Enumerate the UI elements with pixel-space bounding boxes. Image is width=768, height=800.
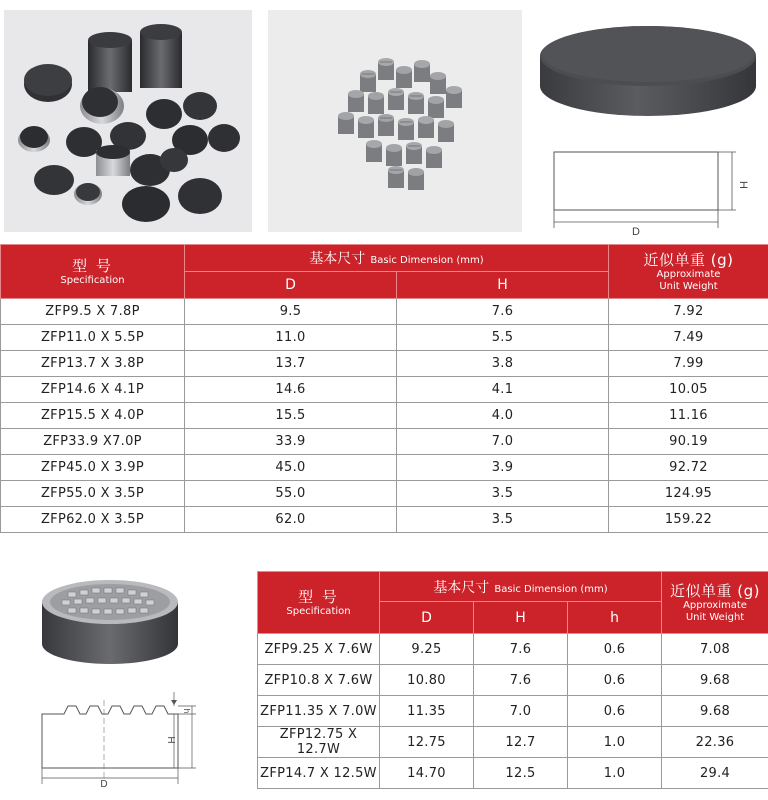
header-weight-en2: Unit Weight bbox=[659, 280, 718, 292]
header-spec-en: Specification bbox=[60, 274, 125, 286]
header-weight-cn: 近似单重 (g) bbox=[643, 250, 734, 269]
grid-cutter-drawing bbox=[28, 568, 224, 790]
header-spec-cn: 型 号 bbox=[72, 256, 113, 275]
cell-h: 7.6 bbox=[474, 665, 568, 696]
small-cutters-illustration bbox=[268, 10, 522, 232]
specification-table-flat bbox=[0, 244, 768, 533]
cell-spec: ZFP13.7 X 3.8P bbox=[1, 351, 185, 377]
cell-h: 12.7 bbox=[474, 727, 568, 758]
header-weight-en1: Approximate bbox=[656, 268, 721, 280]
cell-spec: ZFP9.5 X 7.8P bbox=[1, 299, 185, 325]
cell-d: 45.0 bbox=[185, 455, 397, 481]
cell-sh: 0.6 bbox=[568, 634, 662, 665]
cell-h: 7.0 bbox=[397, 429, 609, 455]
cell-sh: 0.6 bbox=[568, 696, 662, 727]
cell-h: 3.8 bbox=[397, 351, 609, 377]
table-row bbox=[1, 325, 768, 351]
cell-h: 12.5 bbox=[474, 758, 568, 789]
cell-d: 33.9 bbox=[185, 429, 397, 455]
cell-spec: ZFP11.0 X 5.5P bbox=[1, 325, 185, 351]
header-specification bbox=[258, 572, 380, 634]
table-row bbox=[258, 727, 768, 758]
header-dim-en: Basic Dimension (mm) bbox=[370, 255, 484, 266]
cell-d: 11.0 bbox=[185, 325, 397, 351]
cell-h: 4.0 bbox=[397, 403, 609, 429]
cell-sh: 1.0 bbox=[568, 727, 662, 758]
cell-d: 13.7 bbox=[185, 351, 397, 377]
cell-spec: ZFP10.8 X 7.6W bbox=[258, 665, 380, 696]
cell-d: 11.35 bbox=[380, 696, 474, 727]
cell-w: 92.72 bbox=[609, 455, 768, 481]
table-row bbox=[1, 429, 768, 455]
grid-cutter-figure bbox=[28, 568, 224, 790]
cell-h: 7.0 bbox=[474, 696, 568, 727]
cell-w: 9.68 bbox=[662, 696, 768, 727]
header-unit-weight bbox=[609, 245, 768, 299]
cell-d: 9.25 bbox=[380, 634, 474, 665]
cell-h: 3.9 bbox=[397, 455, 609, 481]
cell-h: 4.1 bbox=[397, 377, 609, 403]
table-row bbox=[1, 507, 768, 533]
cell-spec: ZFP15.5 X 4.0P bbox=[1, 403, 185, 429]
cell-h: 3.5 bbox=[397, 481, 609, 507]
header-specification bbox=[1, 245, 185, 299]
cell-spec: ZFP45.0 X 3.9P bbox=[1, 455, 185, 481]
cell-spec: ZFP14.7 X 12.5W bbox=[258, 758, 380, 789]
table-row bbox=[1, 377, 768, 403]
header-spec-cn: 型 号 bbox=[298, 587, 339, 606]
table-row bbox=[258, 634, 768, 665]
product-photo-assorted-cutters bbox=[4, 10, 252, 232]
table-row bbox=[258, 758, 768, 789]
header-weight-en2: Unit Weight bbox=[685, 611, 745, 623]
header-dim-en: Basic Dimension (mm) bbox=[494, 583, 608, 595]
header-dim-cn: 基本尺寸 bbox=[433, 579, 490, 596]
cell-w: 159.22 bbox=[609, 507, 768, 533]
dimension-d-label: D bbox=[100, 779, 108, 790]
cell-spec: ZFP55.0 X 3.5P bbox=[1, 481, 185, 507]
header-weight-en1: Approximate bbox=[683, 599, 747, 611]
cell-d: 14.70 bbox=[380, 758, 474, 789]
header-basic-dimension bbox=[380, 572, 662, 602]
cell-w: 124.95 bbox=[609, 481, 768, 507]
assorted-cutters-illustration bbox=[4, 10, 252, 232]
cell-w: 7.08 bbox=[662, 634, 768, 665]
cell-w: 7.99 bbox=[609, 351, 768, 377]
cell-d: 10.80 bbox=[380, 665, 474, 696]
specification-table-grid bbox=[257, 571, 768, 789]
cell-d: 55.0 bbox=[185, 481, 397, 507]
cell-w: 22.36 bbox=[662, 727, 768, 758]
cell-w: 7.92 bbox=[609, 299, 768, 325]
header-col-h: H bbox=[397, 272, 609, 299]
header-dim-cn: 基本尺寸 bbox=[309, 251, 366, 267]
cell-d: 62.0 bbox=[185, 507, 397, 533]
cell-sh: 1.0 bbox=[568, 758, 662, 789]
header-col-h: H bbox=[474, 602, 568, 634]
table-row bbox=[1, 481, 768, 507]
cell-spec: ZFP14.6 X 4.1P bbox=[1, 377, 185, 403]
header-spec-en: Specification bbox=[286, 605, 351, 617]
table-row bbox=[258, 696, 768, 727]
cell-d: 12.75 bbox=[380, 727, 474, 758]
table-row bbox=[1, 351, 768, 377]
product-photo-small-cutters bbox=[268, 10, 522, 232]
cell-sh: 0.6 bbox=[568, 665, 662, 696]
cell-h: 7.6 bbox=[474, 634, 568, 665]
table-row bbox=[258, 665, 768, 696]
cell-spec: ZFP11.35 X 7.0W bbox=[258, 696, 380, 727]
dimension-h-label: H bbox=[165, 736, 176, 744]
dimension-small-h-label: h bbox=[182, 708, 191, 714]
cell-spec: ZFP62.0 X 3.5P bbox=[1, 507, 185, 533]
cell-h: 7.6 bbox=[397, 299, 609, 325]
cell-spec: ZFP9.25 X 7.6W bbox=[258, 634, 380, 665]
header-col-small-h: h bbox=[568, 602, 662, 634]
header-col-d: D bbox=[185, 272, 397, 299]
cell-d: 15.5 bbox=[185, 403, 397, 429]
header-weight-cn: 近似单重 (g) bbox=[670, 581, 761, 600]
cell-spec: ZFP33.9 X7.0P bbox=[1, 429, 185, 455]
table-row bbox=[1, 299, 768, 325]
cell-d: 14.6 bbox=[185, 377, 397, 403]
dimension-d-label: D bbox=[632, 226, 640, 238]
header-unit-weight bbox=[662, 572, 768, 634]
cell-w: 90.19 bbox=[609, 429, 768, 455]
header-col-d: D bbox=[380, 602, 474, 634]
cell-w: 11.16 bbox=[609, 403, 768, 429]
disc-cutter-figure bbox=[536, 8, 764, 240]
cell-d: 9.5 bbox=[185, 299, 397, 325]
disc-cutter-drawing bbox=[536, 8, 764, 240]
header-basic-dimension bbox=[185, 245, 609, 272]
table-row bbox=[1, 455, 768, 481]
cell-h: 5.5 bbox=[397, 325, 609, 351]
cell-h: 3.5 bbox=[397, 507, 609, 533]
dimension-h-label: H bbox=[737, 181, 749, 189]
cell-w: 29.4 bbox=[662, 758, 768, 789]
table-row bbox=[1, 403, 768, 429]
cell-spec: ZFP12.75 X 12.7W bbox=[258, 727, 380, 758]
cell-w: 7.49 bbox=[609, 325, 768, 351]
cell-w: 10.05 bbox=[609, 377, 768, 403]
cell-w: 9.68 bbox=[662, 665, 768, 696]
